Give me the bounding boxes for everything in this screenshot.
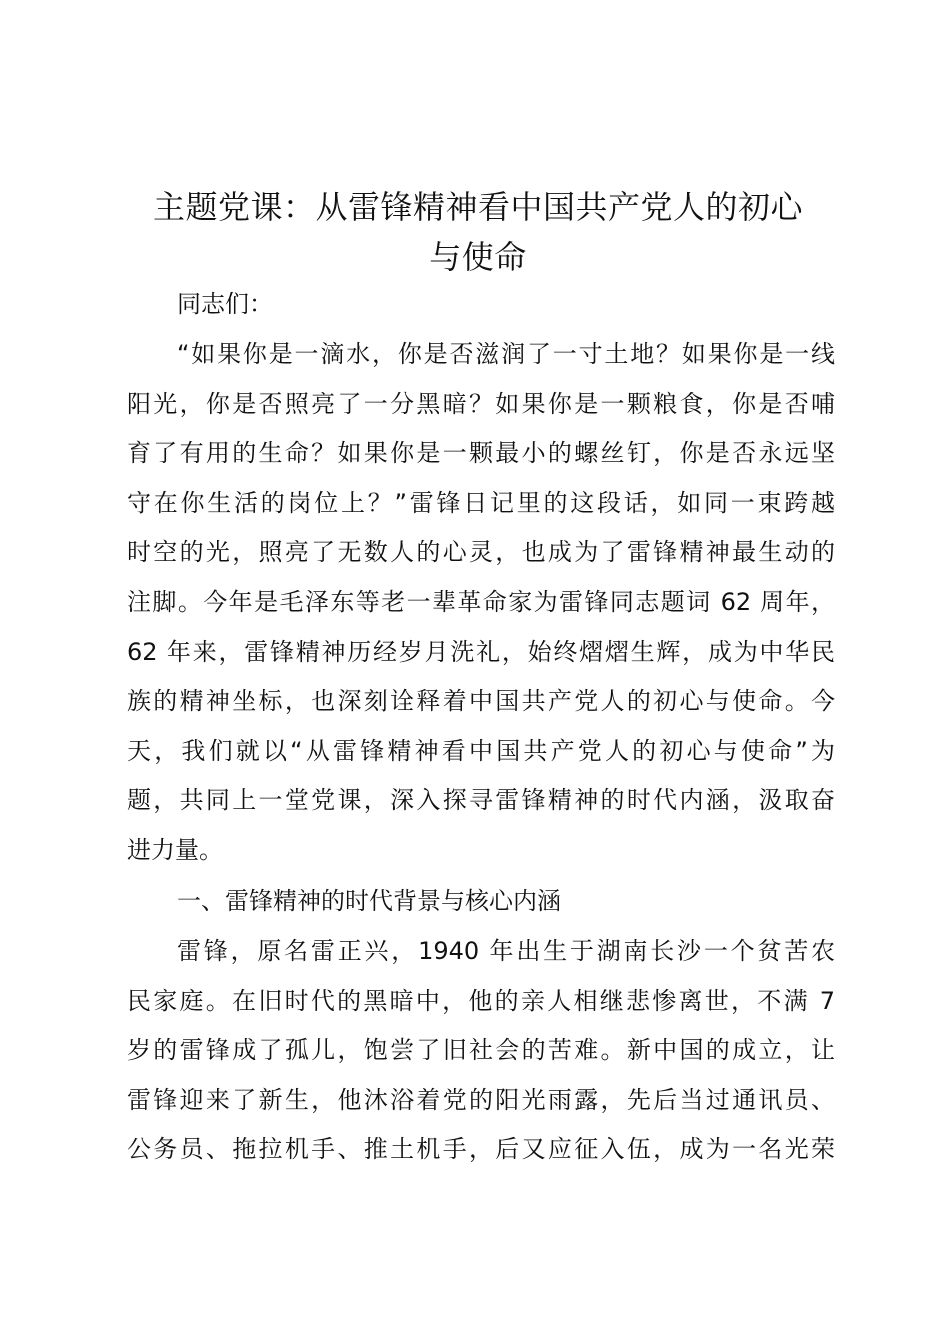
paragraph-line: 天，我们就以“从雷锋精神看中国共产党人的初心与使命”为 <box>127 736 835 765</box>
paragraph-line: 雷锋迎来了新生，他沐浴着党的阳光雨露，先后当过通讯员、 <box>127 1085 835 1114</box>
paragraph-line: 阳光，你是否照亮了一分黑暗？如果你是一颗粮食，你是否哺 <box>127 389 835 418</box>
paragraph-line: 雷锋，原名雷正兴，1940 年出生于湖南长沙一个贫苦农 <box>177 937 835 965</box>
paragraph-line: 题，共同上一堂党课，深入探寻雷锋精神的时代内涵，汲取奋 <box>127 786 835 815</box>
paragraph-line: “如果你是一滴水，你是否滋润了一寸土地？如果你是一线 <box>177 340 835 368</box>
paragraph-line: 进力量。 <box>127 835 223 864</box>
title-line-1: 主题党课：从雷锋精神看中国共产党人的初心 <box>152 188 803 226</box>
paragraph-line: 时空的光，照亮了无数人的心灵，也成为了雷锋精神最生动的 <box>127 538 835 567</box>
paragraph-line: 62 年来，雷锋精神历经岁月洗礼，始终熠熠生辉，成为中华民 <box>127 637 835 666</box>
section-heading: 一、雷锋精神的时代背景与核心内涵 <box>177 887 561 915</box>
salutation: 同志们： <box>177 290 273 318</box>
paragraph-2 <box>127 927 835 1175</box>
paragraph-line: 岁的雷锋成了孤儿，饱尝了旧社会的苦难。新中国的成立，让 <box>127 1036 835 1065</box>
paragraph-line: 育了有用的生命？如果你是一颗最小的螺丝钉，你是否永远坚 <box>127 439 835 468</box>
paragraph-1 <box>127 330 835 876</box>
paragraph-line: 民家庭。在旧时代的黑暗中，他的亲人相继悲惨离世，不满 7 <box>127 986 835 1015</box>
salutation-block <box>127 280 835 330</box>
paragraph-line: 公务员、拖拉机手、推土机手，后又应征入伍，成为一名光荣 <box>127 1135 835 1164</box>
paragraph-line: 注脚。今年是毛泽东等老一辈革命家为雷锋同志题词 62 周年， <box>127 587 835 616</box>
paragraph-line: 族的精神坐标，也深刻诠释着中国共产党人的初心与使命。今 <box>127 687 835 716</box>
document-title <box>120 182 836 282</box>
title-line-2: 与使命 <box>429 238 527 276</box>
section-heading-block <box>127 877 835 927</box>
paragraph-line: 守在你生活的岗位上？”雷锋日记里的这段话，如同一束跨越 <box>127 488 835 517</box>
